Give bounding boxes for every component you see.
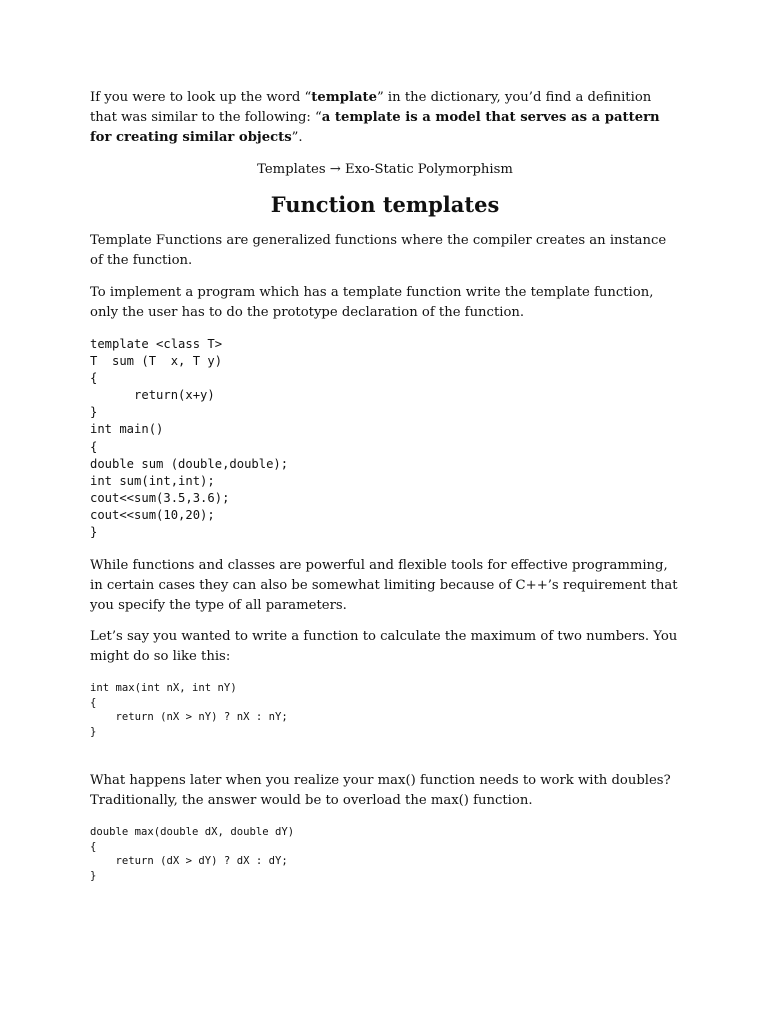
intro-text-3: ”. — [291, 130, 303, 145]
intro-word: template — [311, 90, 377, 105]
paragraph-max-intro: Let’s say you wanted to write a function to calculate the maximum of two numbers. You might do so like this: — [90, 629, 678, 665]
paragraph-doubles: What happens later when you realize your max() function needs to work with doubles? Traditionally, the answer would be to overload the max() function. — [90, 773, 671, 809]
section-heading: Function templates — [270, 192, 500, 217]
code-block-max-double: double max(double dX, double dY) { return (dX > dY) ? dX : dY; } — [90, 826, 295, 882]
code-block-max-int: int max(int nX, int nY) { return (nX > nY) ? nX : nY; } — [90, 682, 288, 738]
paragraph-limitations: While functions and classes are powerful and flexible tools for effective programming, in certain cases they can also be somewhat limiting because of C++’s requirement that you specify the type of all parameters. — [90, 558, 678, 614]
paragraph-implement: To implement a program which has a template function write the template function, only the user has to do the prototype declaration of the function. — [90, 285, 654, 320]
intro-definition: a template is a model that serves as a pattern for creating similar objects — [90, 110, 660, 145]
intro-text-1: If you were to look up the word “ — [90, 90, 312, 105]
intro-paragraph — [90, 88, 670, 148]
code-block-sum: template <class T> T sum (T x, T y) { return(x+y) } int main() { double sum (double,double); int sum(int,int); cout<<sum(3.5,3.6); cout<<sum(10,20); } — [90, 337, 289, 540]
subtitle: Templates → Exo-Static Polymorphism — [257, 162, 513, 177]
paragraph-template-functions: Template Functions are generalized functions where the compiler creates an instance of the function. — [90, 233, 667, 268]
document-page — [90, 88, 680, 883]
intro-text-2: ” in the dictionary, you’d find a definition that was similar to the following: “ — [90, 90, 652, 125]
